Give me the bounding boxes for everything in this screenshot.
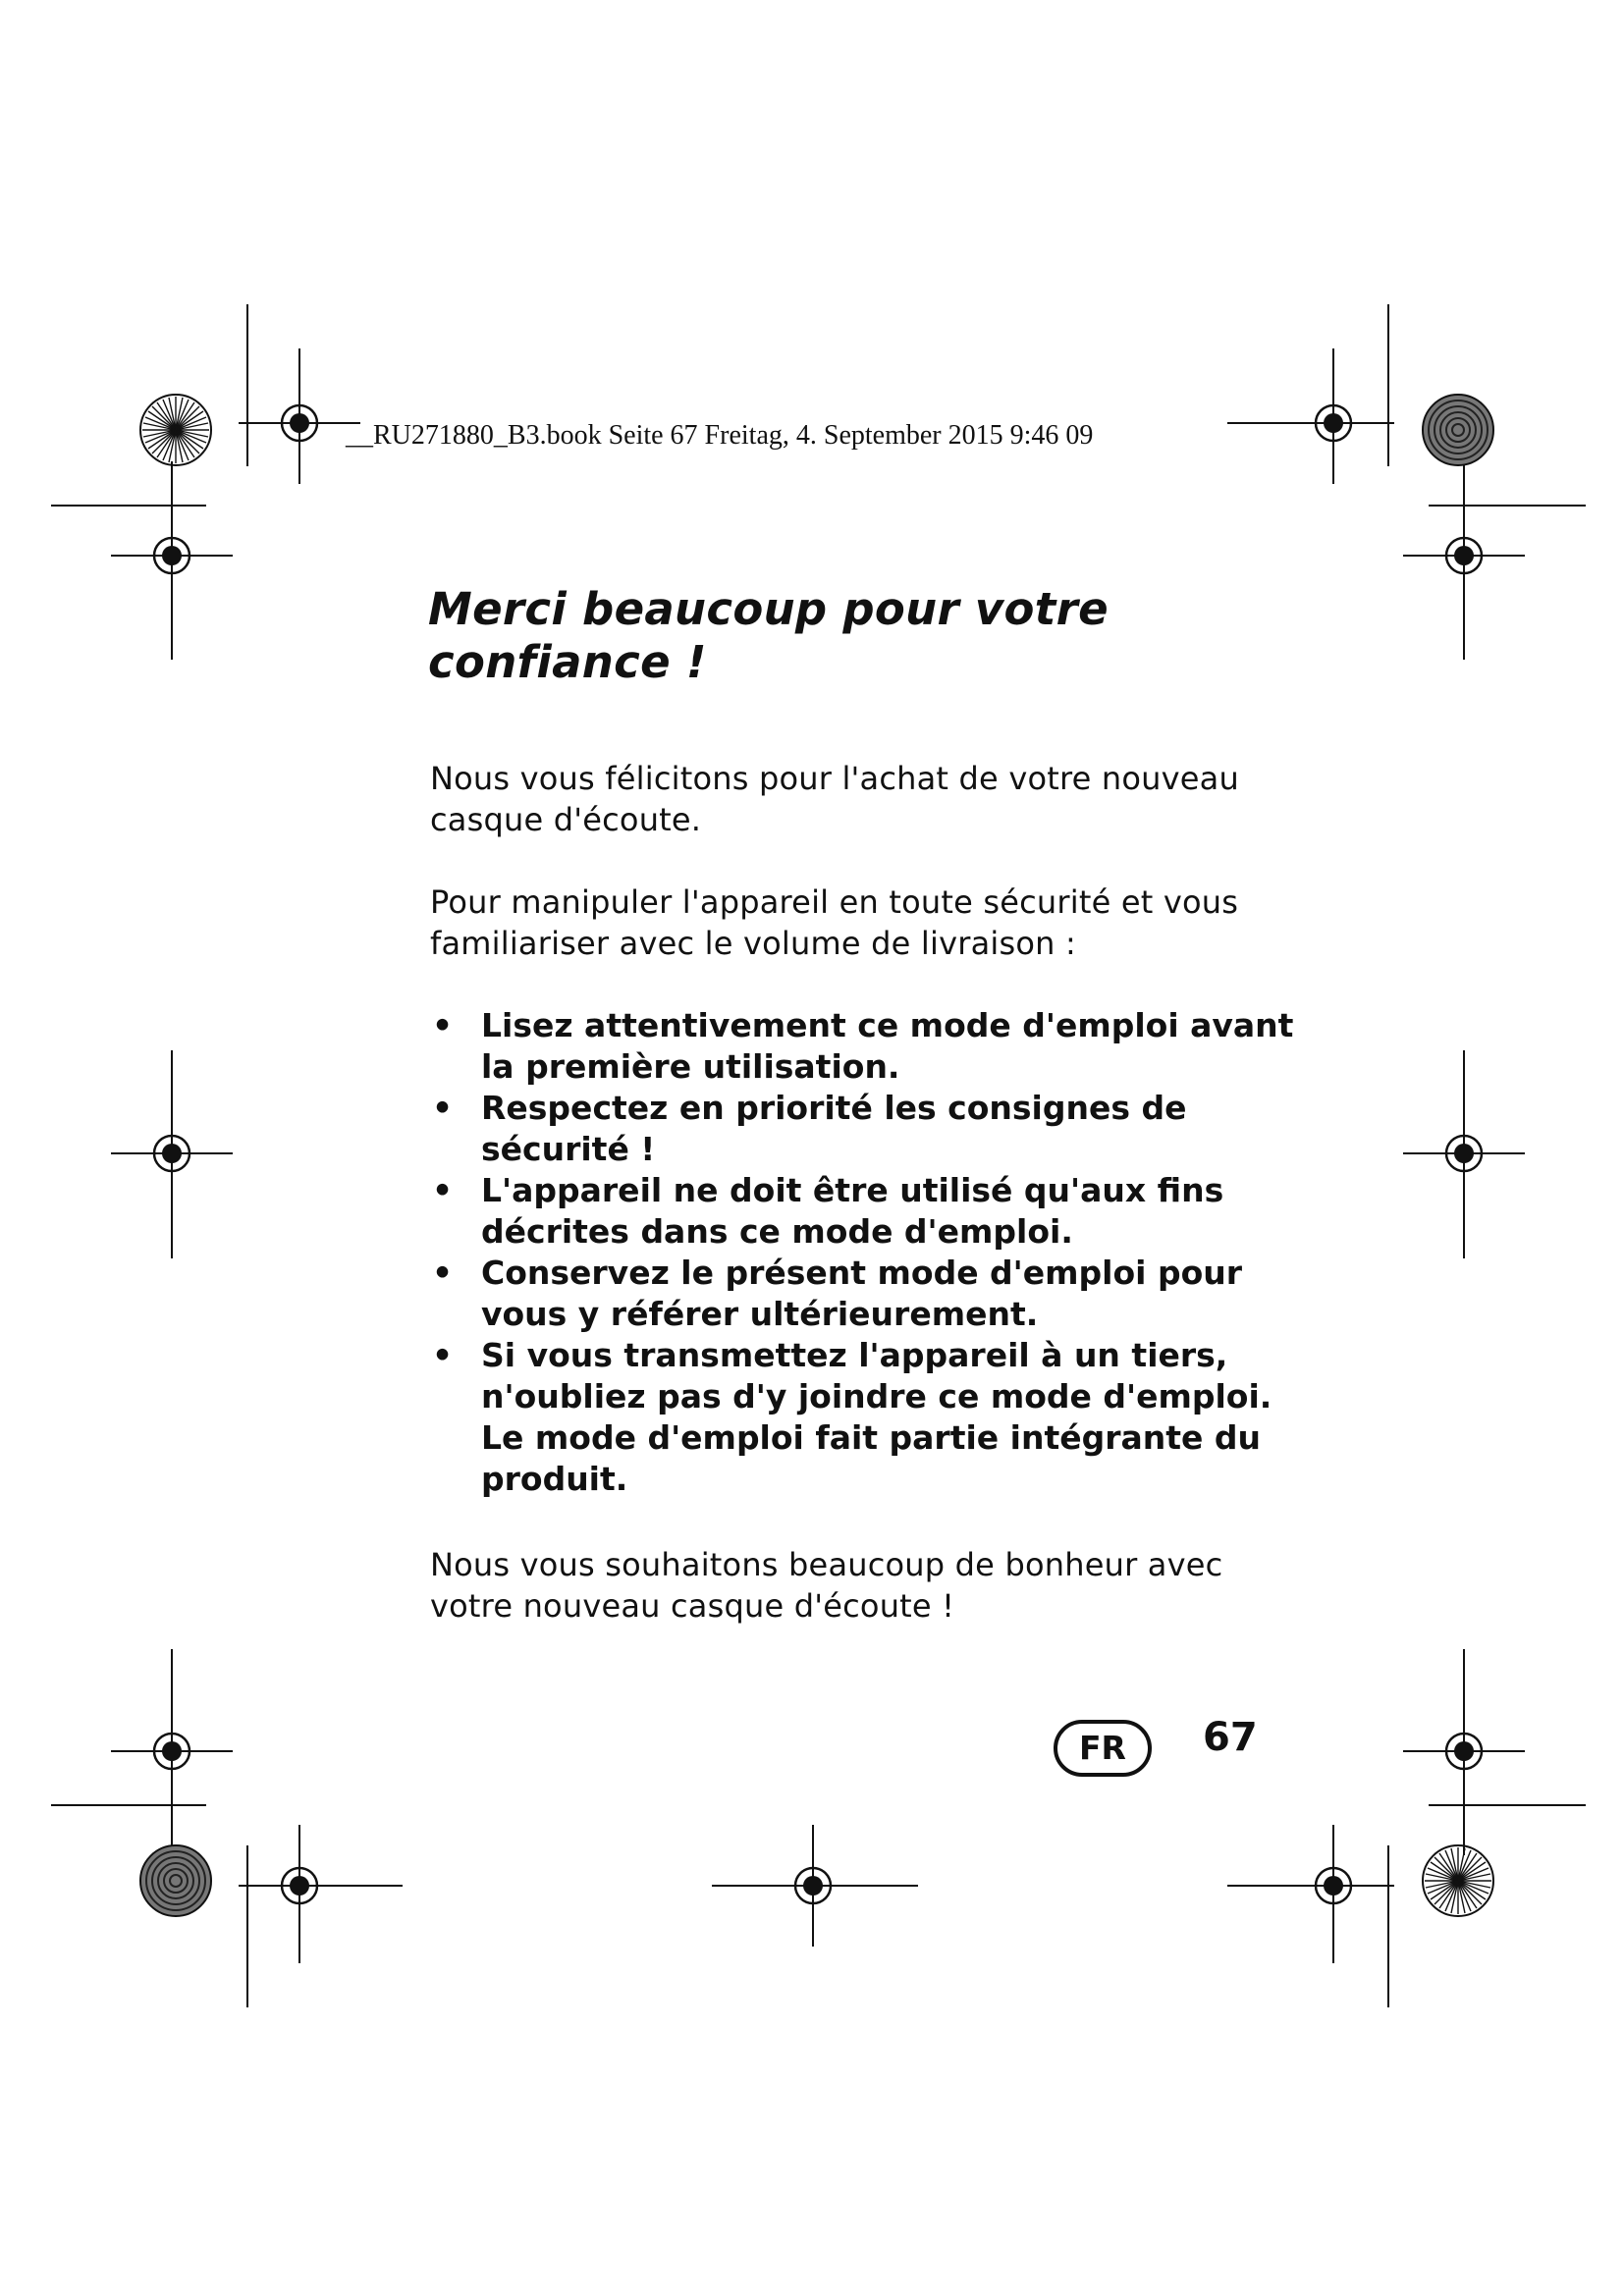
print-header: __RU271880_B3.book Seite 67 Freitag, 4. September 2015 9:46 09 <box>346 420 1094 451</box>
list-item-text: L'appareil ne doit être utilisé qu'aux fins décrites dans ce mode d'emploi. <box>481 1171 1224 1251</box>
list-item-text: Conservez le présent mode d'emploi pour vous y référer ultérieurement. <box>481 1254 1243 1333</box>
intro-paragraph: Nous vous félicitons pour l'achat de votre nouveau casque d'écoute. <box>430 760 1239 838</box>
list-item-text: Respectez en priorité les consignes de sécurité ! <box>481 1089 1187 1168</box>
list-item <box>430 1005 1314 1088</box>
list-item <box>430 1253 1314 1335</box>
language-badge: FR <box>1054 1720 1152 1777</box>
list-item-text: Lisez attentivement ce mode d'emploi avant la première utilisation. <box>481 1006 1294 1086</box>
intro-paragraph: Pour manipuler l'appareil en toute sécurité et vous familiariser avec le volume de livraison : <box>430 883 1239 962</box>
bullet-icon: • <box>432 1171 454 1209</box>
bullet-icon: • <box>432 1089 454 1127</box>
closing-paragraph: Nous vous souhaitons beaucoup de bonheur avec votre nouveau casque d'écoute ! <box>430 1546 1223 1625</box>
bullet-icon: • <box>432 1006 454 1044</box>
bullet-icon: • <box>432 1336 454 1374</box>
list-item <box>430 1170 1314 1253</box>
safety-instructions-list <box>430 1005 1314 1500</box>
list-item-text: Si vous transmettez l'appareil à un tiers, n'oubliez pas d'y joindre ce mode d'emploi. Le mode d'emploi fait partie intégrante du produit. <box>481 1336 1272 1498</box>
page-title: Merci beaucoup pour votre confiance ! <box>428 583 1109 688</box>
page-number: 67 <box>1203 1715 1258 1760</box>
list-item <box>430 1088 1314 1170</box>
list-item <box>430 1335 1314 1500</box>
bullet-icon: • <box>432 1254 454 1292</box>
